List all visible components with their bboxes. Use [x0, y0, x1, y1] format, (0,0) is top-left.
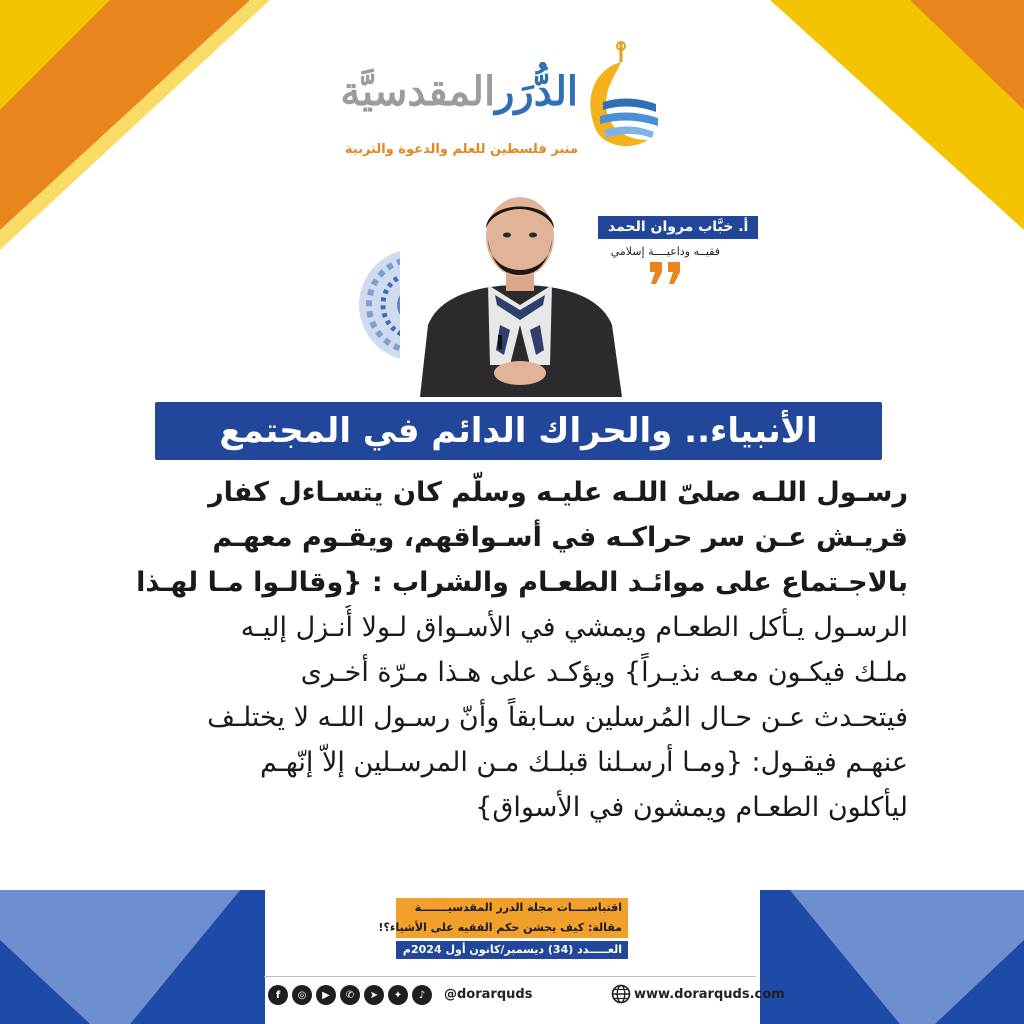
body-line-8: ليأكلون الطعـام ويمشون في الأسواق}	[475, 792, 908, 823]
speaker-role: فقيــه وداعيــــة إسلامي	[610, 245, 720, 258]
twitter-icon[interactable]: ✦	[388, 985, 408, 1005]
social-links	[268, 985, 432, 1005]
article-title-bar	[155, 402, 882, 460]
body-line-7: عنهـم فيقـول: {ومـا أرسـلنا قبلـك مـن المرسـلين إلاّ إنّهـم	[260, 747, 908, 778]
globe-icon	[611, 984, 631, 1004]
logo-slogan: منبر فلسطين للعلم والدعوة والتربية	[344, 142, 578, 157]
brand-logo	[340, 40, 670, 170]
body-line-6: فيتحـدث عـن حـال المُرسلين سـابقاً وأنّ رسـول اللـه لا يختلـف	[207, 702, 908, 733]
quote-marks-icon	[646, 258, 686, 286]
article-title: الأنبياء.. والحراك الدائم في المجتمع	[219, 411, 818, 451]
logo-title-prefix: الدُّرَر	[495, 68, 578, 115]
body-line-4: الرسـول يـأكل الطعـام ويمشي في الأسـواق لـولا أُنـزل إليـه	[240, 612, 908, 643]
logo-title	[340, 68, 578, 115]
footer-divider	[264, 976, 756, 977]
logo-title-suffix: المقدسيَّة	[340, 68, 496, 115]
body-line-3: بالاجـتماع على موائـد الطعـام والشراب : {وقالـوا مـا لهـذا	[136, 567, 908, 598]
telegram-icon[interactable]: ➤	[364, 985, 384, 1005]
instagram-icon[interactable]: ◎	[292, 985, 312, 1005]
youtube-icon[interactable]: ▶	[316, 985, 336, 1005]
source-article: مقالة: كيف يحشن حكم الفقيه على الأشياء؟!	[396, 918, 628, 938]
crescent-dome-logo-icon	[578, 40, 664, 160]
facebook-icon[interactable]: f	[268, 985, 288, 1005]
website-link[interactable]: www.dorarquds.com	[634, 987, 785, 1002]
body-line-5: ملـك فيكـون معـه نذيـراً} ويؤكـد على هـذا مـرّة أخـرى	[300, 657, 908, 688]
social-handle[interactable]: @dorarquds	[444, 987, 533, 1002]
tiktok-icon[interactable]: ♪	[412, 985, 432, 1005]
source-issue: العـــــدد (34) ديسمبر/كانون أول 2024م	[396, 941, 628, 959]
speaker-name: أ. خبَّاب مروان الحمد	[598, 216, 758, 239]
whatsapp-icon[interactable]: ✆	[340, 985, 360, 1005]
article-body	[118, 470, 908, 830]
body-line-1: رسـول اللـه صلىّ اللـه عليـه وسلّم كان يتسـاءل كفار	[208, 477, 908, 508]
body-line-2: قريـش عـن سر حراكـه في أسـواقهم، ويقـوم معهـم	[212, 522, 908, 553]
source-magazine: اقتباســــات مجلة الدرر المقدسيـــــــة	[396, 898, 628, 918]
